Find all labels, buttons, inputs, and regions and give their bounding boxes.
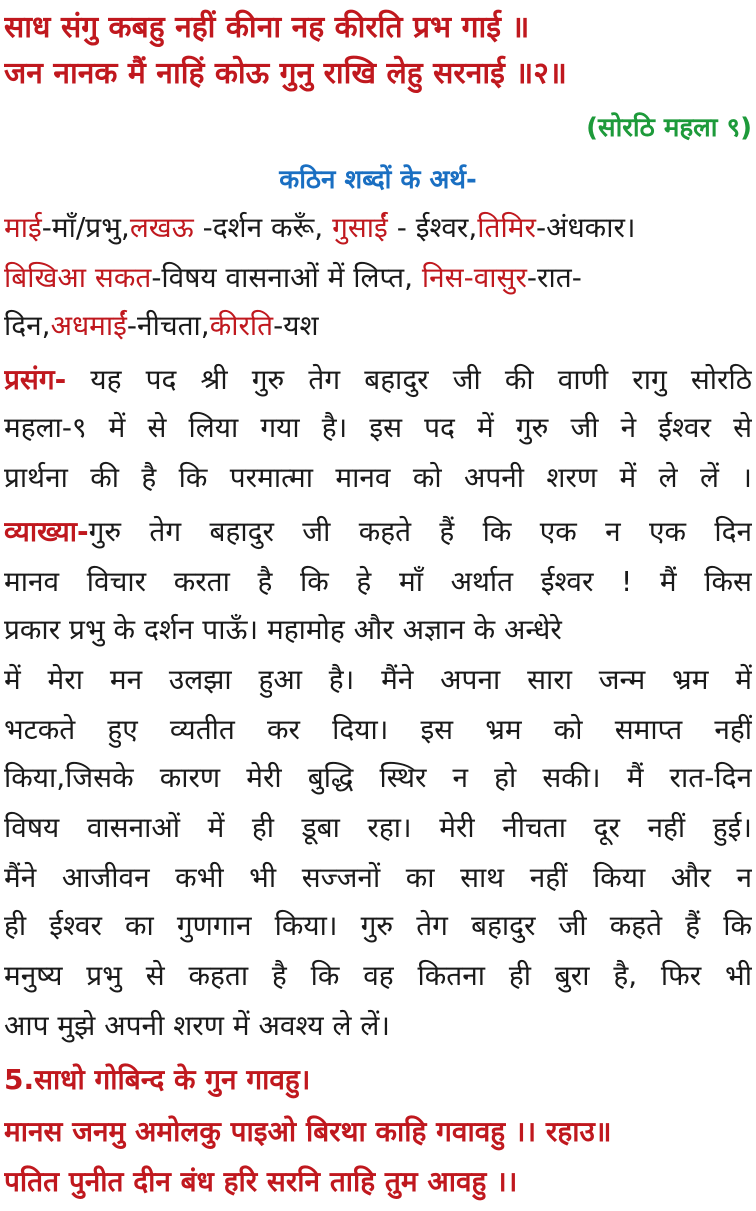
glossary-term: अधमाईं <box>50 309 127 342</box>
glossary-term: कीरति <box>209 309 274 342</box>
glossary-meaning: -विषय वासनाओं में लिप्त, <box>151 261 422 294</box>
glossary-term: बिखिआ सकत <box>4 261 152 294</box>
glossary-term: गुसाईं <box>332 211 388 244</box>
vyakhya-line-9: ही ईश्वर का गुणगान किया। गुरु तेग बहादुर जी कहते हैं कि <box>4 909 752 942</box>
verse-line-1: साध संगु कबहु नहीं कीना नह कीरति प्रभ गाई ॥ <box>4 10 530 45</box>
vyakhya-line-8: मैंने आजीवन कभी भी सज्जनों का साथ नहीं किया और न <box>4 861 752 894</box>
glossary-meaning: - ईश्वर, <box>387 211 478 244</box>
glossary-line-3 <box>4 306 752 346</box>
vyakhya-line-7: विषय वासनाओं में ही डूबा रहा। मेरी नीचता दूर नहीं हुई। <box>4 811 752 844</box>
vyakhya-line-1 <box>4 512 752 552</box>
vyakhya-text: गुरु तेग बहादुर जी कहते हैं कि एक न एक दिन <box>88 515 752 548</box>
glossary-term: लखऊ <box>129 211 194 244</box>
prasang-line-2: महला-९ में से लिया गया है। इस पद में गुरु जी ने ईश्वर से <box>4 411 752 444</box>
glossary-meaning: -रात- <box>526 261 582 294</box>
vyakhya-line-3: प्रकार प्रभु के दर्शन पाऊँ। महामोह और अज्ञान के अन्धेरे <box>4 613 562 646</box>
verse-heading-5: 5.साधो गोबिन्द के गुन गावहु। <box>4 1063 311 1096</box>
prasang-text: यह पद श्री गुरु तेग बहादुर जी की वाणी रागु सोरठि <box>66 363 752 396</box>
glossary-term: तिमिर <box>477 211 536 244</box>
vyakhya-line-11: आप मुझे अपनी शरण में अवश्य ले लें। <box>4 1009 390 1042</box>
vyakhya-line-5: भटकते हुए व्यतीत कर दिया। इस भ्रम को समाप्त नहीं <box>4 713 752 746</box>
verse-line-rahau: मानस जनमु अमोलकु पाइओ बिरथा काहि गवावहु ।। रहाउ॥ <box>4 1115 612 1148</box>
glossary-heading: कठिन शब्दों के अर्थ- <box>279 165 477 195</box>
verse-line-2: जन नानक मैं नाहिं कोऊ गुनु राखि लेहु सरनाई ॥२॥ <box>4 56 567 91</box>
glossary-meaning: -दर्शन करूँ, <box>193 211 333 244</box>
vyakhya-line-4: में मेरा मन उलझा हुआ है। मैंने अपना सारा जन्म भ्रम में <box>4 663 752 696</box>
vyakhya-line-2: मानव विचार करता है कि हे माँ अर्थात ईश्वर ! मैं किस <box>4 565 752 598</box>
prasang-line-1 <box>4 360 752 400</box>
vyakhya-label: व्याख्या- <box>4 515 89 548</box>
glossary-meaning: -माँ/प्रभु, <box>41 211 130 244</box>
glossary-line-1 <box>4 208 752 248</box>
vyakhya-line-6: किया,जिसके कारण मेरी बुद्धि स्थिर न हो सकी। मैं रात-दिन <box>4 761 752 794</box>
verse-line-final: पतित पुनीत दीन बंध हरि सरनि ताहि तुम आवहु ।। <box>4 1165 518 1198</box>
glossary-meaning: दिन, <box>4 309 51 342</box>
glossary-line-2 <box>4 258 752 298</box>
vyakhya-line-10: मनुष्य प्रभु से कहता है कि वह कितना ही बुरा है, फिर भी <box>4 959 752 992</box>
glossary-meaning: -अंधकार। <box>535 211 636 244</box>
prasang-label: प्रसंग- <box>4 363 67 396</box>
glossary-term: माई <box>4 211 42 244</box>
source-label: (सोरठि महला ९) <box>586 113 752 143</box>
glossary-term: निस-वासुर <box>421 261 527 294</box>
glossary-meaning: -यश <box>273 309 319 342</box>
prasang-line-3: प्रार्थना की है कि परमात्मा मानव को अपनी शरण में ले लें । <box>4 461 752 494</box>
glossary-meaning: -नीचता, <box>126 309 210 342</box>
